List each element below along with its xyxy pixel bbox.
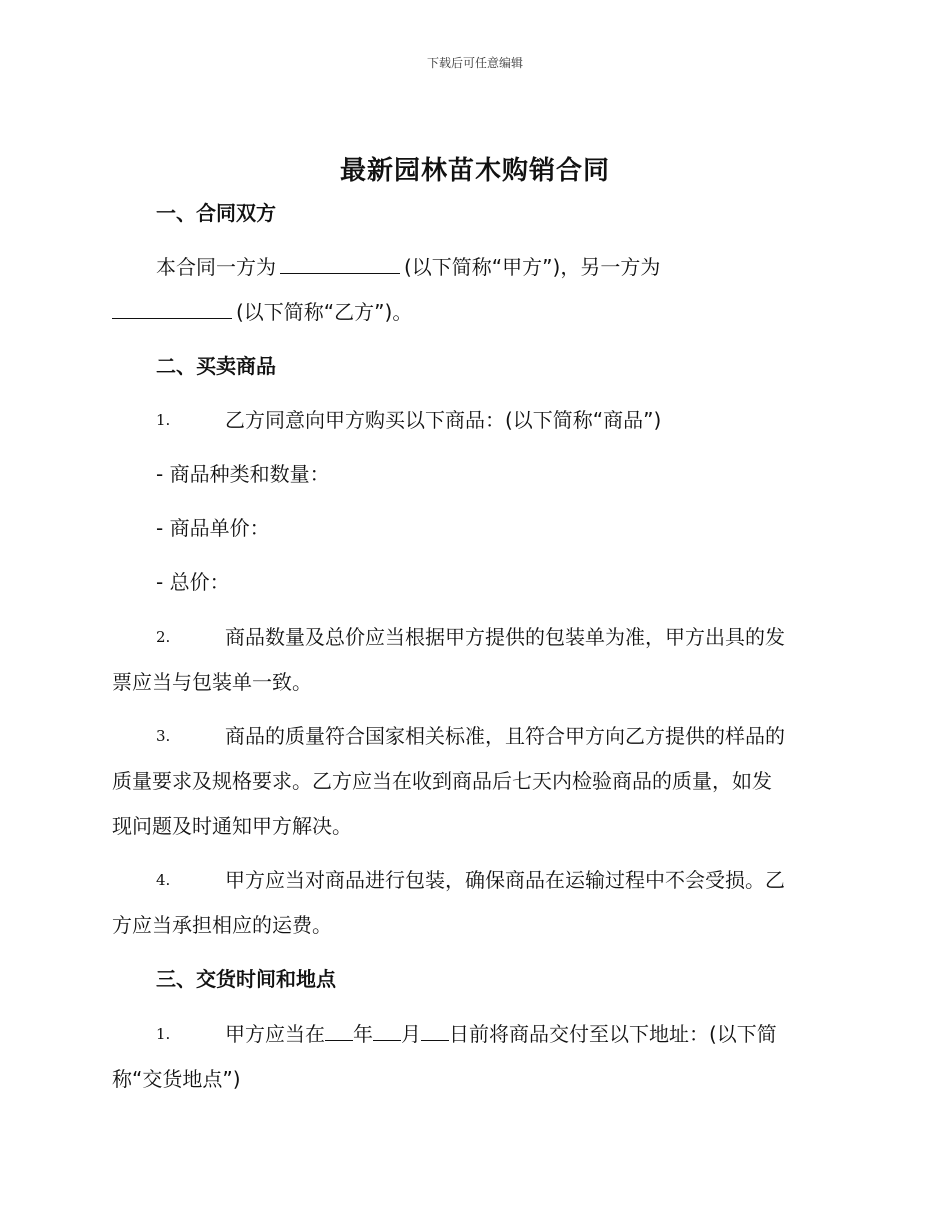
party-line-2 [112,298,412,326]
goods-item-2-line-2: 票应当与包装单一致。 [112,670,312,694]
year-blank [325,1020,353,1041]
delivery-text-part-1: 甲方应当在 [225,1022,325,1046]
party-line-1-prefix: 本合同一方为 [156,255,276,279]
goods-bullet-total-price: - 总价： [156,570,230,594]
header-note: 下载后可任意编辑 [426,56,523,70]
delivery-item-1-line-1 [225,1020,777,1048]
goods-bullet-kind-quantity: - 商品种类和数量： [156,462,330,486]
goods-item-1: 乙方同意向甲方购买以下商品：(以下简称“商品”) [225,408,662,432]
list-number: 4. [156,871,171,889]
list-number: 2. [156,628,171,646]
delivery-text-day: 日前将商品交付至以下地址：(以下简 [449,1022,777,1046]
goods-item-3-line-3: 现问题及时通知甲方解决。 [112,814,352,838]
document-title: 最新园林苗木购销合同 [339,156,610,186]
section-heading-delivery: 三、交货时间和地点 [156,967,336,991]
party-line-2-suffix: (以下简称“乙方”)。 [236,300,413,324]
party-line-1 [156,253,660,281]
list-number: 1. [156,1025,171,1043]
section-heading-parties: 一、合同双方 [156,201,276,225]
delivery-text-month: 月 [401,1022,421,1046]
list-number: 1. [156,411,171,429]
goods-item-2-line-1: 商品数量及总价应当根据甲方提供的包装单为准，甲方出具的发 [225,625,785,649]
goods-item-3-line-1: 商品的质量符合国家相关标准，且符合甲方向乙方提供的样品的 [225,724,785,748]
delivery-text-year: 年 [353,1022,373,1046]
section-heading-goods: 二、买卖商品 [156,354,276,378]
delivery-item-1-line-2: 称“交货地点”) [112,1067,241,1091]
goods-item-4-line-2: 方应当承担相应的运费。 [112,913,332,937]
party-b-blank [112,298,232,319]
goods-bullet-unit-price: - 商品单价： [156,516,270,540]
goods-item-4-line-1: 甲方应当对商品进行包装，确保商品在运输过程中不会受损。乙 [225,868,785,892]
party-line-1-suffix: (以下简称“甲方”)，另一方为 [404,255,661,279]
month-blank [373,1020,401,1041]
party-a-blank [280,253,400,274]
list-number: 3. [156,727,171,745]
goods-item-3-line-2: 质量要求及规格要求。乙方应当在收到商品后七天内检验商品的质量，如发 [112,769,772,793]
day-blank [421,1020,449,1041]
